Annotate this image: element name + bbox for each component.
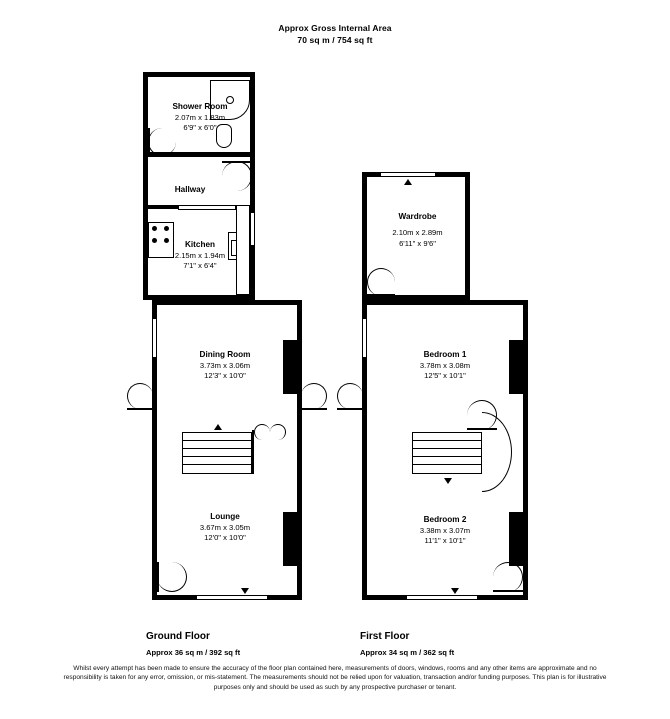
- room-label-kitchen: Kitchen 2.15m x 1.94m 7'1" x 6'4": [174, 240, 226, 270]
- ground-floor-title: Ground Floor: [146, 631, 210, 642]
- stair-direction-arrow-first: [444, 478, 452, 484]
- door-arc-wardrobe: [367, 268, 395, 296]
- staircase-ground: [182, 432, 252, 474]
- room-label-bedroom-2: Bedroom 2 3.38m x 3.07m 11'1" x 10'1": [419, 515, 471, 545]
- stair-tread: [182, 456, 252, 457]
- wall-bed1-top: [362, 300, 528, 305]
- chimney-breast-bed2: [509, 512, 524, 566]
- room-label-shower-room: Shower Room 2.07m x 1.83m 6'9" x 6'0": [172, 102, 228, 132]
- stair-tread: [412, 440, 482, 441]
- door-arc-dining-right: [301, 383, 327, 409]
- stair-direction-arrow-ground: [214, 424, 222, 430]
- stair-tread: [412, 464, 482, 465]
- door-arc-dining-left: [127, 383, 153, 409]
- window-wardrobe-top: [380, 172, 436, 177]
- room-label-hallway: Hallway: [174, 185, 206, 194]
- gross-area-value: 70 sq m / 754 sq ft: [297, 35, 373, 45]
- door-leaf-front: [222, 161, 252, 163]
- chimney-breast-bed1: [509, 340, 524, 394]
- door-arc-lounge-front: [157, 562, 187, 592]
- door-arc-bed2: [493, 562, 523, 592]
- staircase-first: [412, 432, 482, 474]
- wall-dining-top: [152, 300, 302, 305]
- stair-tread: [412, 456, 482, 457]
- door-leaf-wardrobe: [367, 294, 395, 296]
- wall-wardrobe-right: [465, 172, 470, 300]
- window-lounge-front: [196, 595, 268, 600]
- first-floor-title: First Floor: [360, 631, 410, 642]
- plan-header: [0, 22, 670, 46]
- understairs-arc-2: [270, 424, 286, 440]
- hob-ring-icon: [152, 226, 157, 231]
- ground-floor-area: Approx 36 sq m / 392 sq ft: [146, 648, 241, 657]
- door-leaf-dining-right: [301, 408, 327, 410]
- landing-curve-top: [482, 412, 512, 452]
- wall-hallway-bottom: [143, 205, 178, 209]
- window-bed2-front: [406, 595, 478, 600]
- window-kitchen: [250, 212, 255, 246]
- wall-gf-left-upper: [143, 72, 148, 300]
- door-leaf-dining-left: [127, 408, 153, 410]
- understairs-arc: [254, 424, 270, 440]
- window-arrow-bed2: [451, 588, 459, 594]
- window-dining-left: [152, 318, 157, 358]
- stair-tread: [182, 440, 252, 441]
- gross-area-label: Approx Gross Internal Area: [278, 23, 392, 33]
- door-leaf-bed2: [493, 590, 523, 592]
- room-label-wardrobe: Wardrobe: [398, 212, 437, 221]
- window-arrow-lounge: [241, 588, 249, 594]
- window-arrow-wardrobe: [404, 179, 412, 185]
- first-floor-area: Approx 34 sq m / 362 sq ft: [360, 648, 455, 657]
- stair-tread: [182, 464, 252, 465]
- disclaimer-text: Whilst every attempt has been made to ensure the accuracy of the floor plan contained here, measurements of doors, windows, rooms and any other items are approximate and no responsibility is taken for any error, omission, or mis-statement. The measurements should not be relied upon for valuation, transaction and/or funding purposes. This plan is for illustrative purposes only and should be used as such by any prospective purchaser or tenant.: [63, 665, 607, 691]
- landing-curve-bottom: [482, 452, 512, 492]
- stair-tread: [412, 448, 482, 449]
- room-dims-wardrobe: 2.10m x 2.89m 6'11" x 9'6": [370, 228, 465, 249]
- chimney-breast-dining: [283, 340, 298, 394]
- wall-gf-right-upper: [250, 72, 255, 157]
- wall-bed2-left: [362, 474, 367, 600]
- door-arc-bed1-left: [337, 383, 363, 409]
- stair-tread: [182, 448, 252, 449]
- chimney-breast-lounge: [283, 512, 298, 566]
- wall-stair-divider: [252, 430, 254, 474]
- room-label-dining-room: Dining Room 3.73m x 3.06m 12'3" x 10'0": [199, 350, 251, 380]
- room-label-lounge: Lounge 3.67m x 3.05m 12'0" x 10'0": [199, 512, 251, 542]
- door-leaf-lounge-front: [157, 562, 159, 592]
- window-bed1-left: [362, 318, 367, 358]
- door-leaf-bed1-left: [337, 408, 363, 410]
- room-label-bedroom-1: Bedroom 1 3.78m x 3.08m 12'5" x 10'1": [419, 350, 471, 380]
- hob-ring-icon: [164, 226, 169, 231]
- wall-gf-top: [143, 72, 255, 77]
- window-hallway-top: [178, 205, 236, 210]
